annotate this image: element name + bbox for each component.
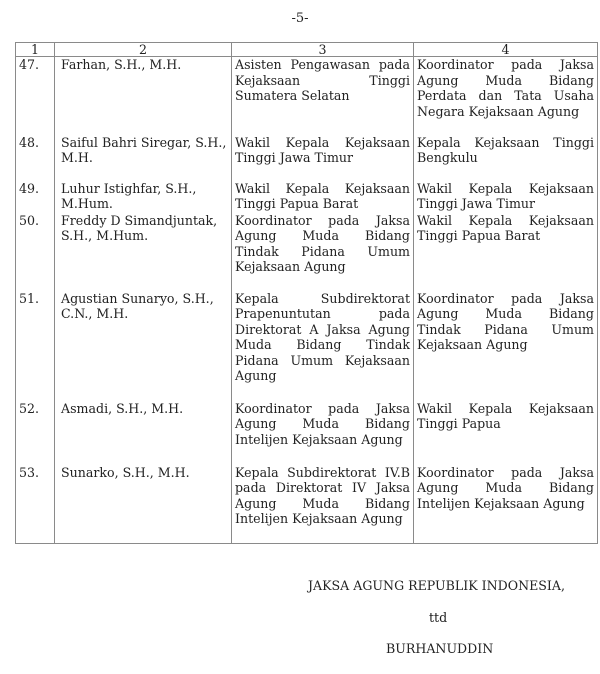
row-number: 52. [16,401,55,463]
page-number: -5- [291,11,309,26]
row-new-position: Wakil Kepala Kejaksaan Tinggi Papua Barat [414,213,598,291]
table-row [16,463,598,544]
row-name: Saiful Bahri Siregar, S.H., M.H. [55,135,232,181]
row-old-position: Asisten Pengawasan pada Kejaksaan Tinggi Sumatera Selatan [232,57,414,135]
row-name: Agustian Sunaryo, S.H., C.N., M.H. [55,291,232,401]
row-name: Sunarko, S.H., M.H. [55,463,232,544]
table-row [16,291,598,401]
row-old-position: Wakil Kepala Kejaksaan Tinggi Papua Barat [232,181,414,213]
table-row [16,57,598,135]
row-name: Asmadi, S.H., M.H. [55,401,232,463]
row-name: Luhur Istighfar, S.H., M.Hum. [55,181,232,213]
table-row [16,181,598,213]
row-old-position: Koordinator pada Jaksa Agung Muda Bidang Intelijen Kejaksaan Agung [232,401,414,463]
header-row [16,43,598,57]
row-new-position: Kepala Kejaksaan Tinggi Bengkulu [414,135,598,181]
table-row [16,135,598,181]
mutation-table [15,42,598,544]
row-new-position: Wakil Kepala Kejaksaan Tinggi Jawa Timur [414,181,598,213]
row-number: 53. [16,463,55,544]
signature-name: BURHANUDDIN [386,641,494,656]
row-number: 47. [16,57,55,135]
table-row [16,401,598,463]
row-new-position: Koordinator pada Jaksa Agung Muda Bidang Tindak Pidana Umum Kejaksaan Agung [414,291,598,401]
row-new-position: Koordinator pada Jaksa Agung Muda Bidang Perdata dan Tata Usaha Negara Kejaksaan Agung [414,57,598,135]
row-number: 51. [16,291,55,401]
row-number: 48. [16,135,55,181]
row-name: Farhan, S.H., M.H. [55,57,232,135]
row-new-position: Koordinator pada Jaksa Agung Muda Bidang Intelijen Kejaksaan Agung [414,463,598,544]
table-row [16,213,598,291]
row-number: 49. [16,181,55,213]
row-number: 50. [16,213,55,291]
signature-ttd: ttd [429,610,448,625]
row-old-position: Kepala Subdirektorat IV.B pada Direktorat IV Jaksa Agung Muda Bidang Intelijen Kejaksaan Agung [232,463,414,544]
row-old-position: Koordinator pada Jaksa Agung Muda Bidang Tindak Pidana Umum Kejaksaan Agung [232,213,414,291]
row-old-position: Kepala Subdirektorat Prapenuntutan pada Direktorat A Jaksa Agung Muda Bidang Tindak Pidana Umum Kejaksaan Agung [232,291,414,401]
header-col-2: 2 [55,43,232,57]
row-name: Freddy D Simandjuntak, S.H., M.Hum. [55,213,232,291]
signature-title: JAKSA AGUNG REPUBLIK INDONESIA, [308,578,566,593]
header-col-1: 1 [16,43,55,57]
row-new-position: Wakil Kepala Kejaksaan Tinggi Papua [414,401,598,463]
header-col-4: 4 [414,43,598,57]
header-col-3: 3 [232,43,414,57]
row-old-position: Wakil Kepala Kejaksaan Tinggi Jawa Timur [232,135,414,181]
